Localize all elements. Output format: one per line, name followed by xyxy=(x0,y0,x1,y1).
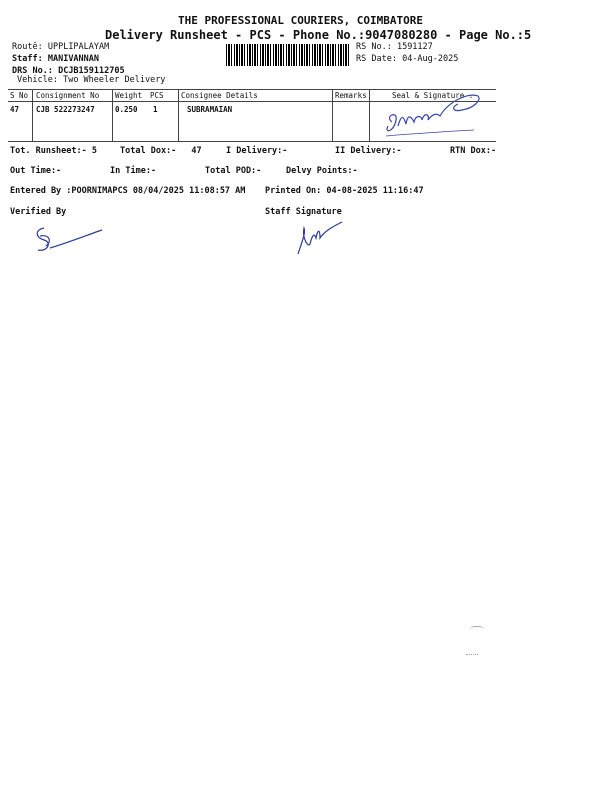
rs-no-line xyxy=(356,42,433,52)
barcode xyxy=(226,44,350,66)
header-consignment: Consignment No xyxy=(36,91,100,100)
col-divider xyxy=(112,90,113,141)
route-line xyxy=(12,42,109,52)
total-pod: Total POD:- xyxy=(205,166,262,176)
rs-no-label: RS No.: xyxy=(356,42,392,52)
rs-no-value: 1591127 xyxy=(396,42,433,52)
header-weight: Weight xyxy=(115,91,143,100)
total-dox-label: Total Dox:- xyxy=(120,146,177,156)
row-pcs: 1 xyxy=(153,105,158,114)
faint-mark xyxy=(466,654,478,659)
vehicle-label: Vehicle: xyxy=(17,75,58,85)
route-label: Routê: xyxy=(12,42,43,52)
drs-value: DCJB159112705 xyxy=(58,66,125,76)
rs-date-value: 04-Aug-2025 xyxy=(402,54,459,64)
printed-on: Printed On: 04-08-2025 11:16:47 xyxy=(265,186,424,196)
drs-label: DRS No.: xyxy=(12,66,53,76)
verified-by-label: Verified By xyxy=(10,207,67,217)
header-remarks: Remarks xyxy=(335,91,367,100)
row-weight: 0.250 xyxy=(115,105,138,114)
rs-date-line xyxy=(356,54,458,64)
col-divider xyxy=(332,90,333,141)
row-consignee: SUBRAMAIAN xyxy=(187,105,233,114)
col-divider xyxy=(32,90,33,141)
row-sno: 47 xyxy=(10,105,20,114)
runsheet-subtitle: Delivery Runsheet - PCS - Phone No.:9047080280 - Page No.:5 xyxy=(105,28,532,42)
vehicle-value: Two Wheeler Delivery xyxy=(63,75,166,85)
staff-label: Staff: xyxy=(12,54,43,64)
staff-signature-label: Staff Signature xyxy=(265,207,342,217)
route-value: UPPLIPALAYAM xyxy=(47,42,110,52)
header-pcs: PCS xyxy=(150,91,164,100)
header-consignee: Consignee Details xyxy=(181,91,258,100)
delvy-points: Delvy Points:- xyxy=(286,166,358,176)
tot-runsheet: Tot. Runsheet:- 5 xyxy=(10,146,97,156)
staff-signature xyxy=(290,218,360,258)
rtn-dox: RTN Dox:- xyxy=(450,146,497,156)
rs-date-label: RS Date: xyxy=(356,54,397,64)
total-dox xyxy=(120,146,202,156)
faint-mark xyxy=(470,626,484,635)
receiver-signature xyxy=(378,82,488,142)
entered-by: Entered By :POORNIMAPCS 08/04/2025 11:08:57 AM xyxy=(10,186,246,196)
ii-delivery: II Delivery:- xyxy=(335,146,402,156)
header-seal-signature: Seal & Signature . xyxy=(392,91,474,100)
i-delivery: I Delivery:- xyxy=(226,146,288,156)
staff-value: MANIVANNAN xyxy=(47,54,100,64)
verifier-signature xyxy=(30,222,110,262)
vehicle-line xyxy=(17,75,165,85)
row-consignment: CJB 522273247 xyxy=(36,105,95,114)
col-divider xyxy=(178,90,179,141)
in-time: In Time:- xyxy=(110,166,157,176)
staff-line xyxy=(12,54,99,64)
company-title: THE PROFESSIONAL COURIERS, COIMBATORE xyxy=(178,14,424,27)
header-sno: S No xyxy=(10,91,29,100)
total-dox-value: 47 xyxy=(191,146,202,156)
col-divider xyxy=(369,90,370,141)
out-time: Out Time:- xyxy=(10,166,62,176)
